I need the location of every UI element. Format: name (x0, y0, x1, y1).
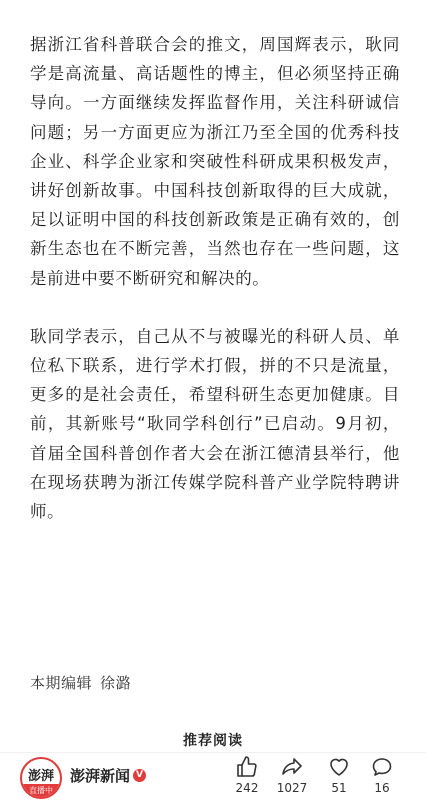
account-name-link[interactable] (70, 765, 146, 786)
share-button[interactable] (267, 755, 317, 795)
bottom-action-bar (0, 752, 426, 801)
recommended-reading-heading[interactable]: 推荐阅读 (183, 733, 243, 749)
comment-button[interactable] (357, 755, 407, 795)
account-avatar[interactable] (20, 757, 62, 799)
comment-count: 16 (374, 781, 390, 795)
live-badge: 直播中 (22, 784, 60, 797)
like-button[interactable] (222, 755, 272, 795)
thumbs-up-icon (235, 755, 259, 779)
editor-label: 本期编辑 (30, 674, 93, 692)
account-name: 澎湃新闻 (70, 767, 131, 785)
share-arrow-icon (280, 755, 304, 779)
comment-bubble-icon (370, 755, 394, 779)
favorite-count: 51 (331, 781, 347, 795)
like-count: 242 (235, 781, 259, 795)
editor-credit (30, 672, 131, 693)
logo-text: 澎湃 (27, 769, 54, 784)
heart-icon (327, 755, 351, 779)
article-body (30, 30, 400, 526)
editor-name: 徐潞 (100, 674, 132, 692)
article-paragraph-2: 耿同学表示，自己从不与被曝光的科研人员、单位私下联系，进行学术打假，拼的不只是流量，更多的是社会责任，希望科研生态更加健康。目前，其新账号“耿同学科创行”已启动。9月初，首届全国科普创作者大会在浙江德清县举行，他在现场获聘为浙江传媒学院科普产业学院特聘讲师。 (30, 326, 400, 522)
verified-icon: V (133, 769, 146, 782)
article-paragraph-1: 据浙江省科普联合会的推文，周国辉表示，耿同学是高流量、高话题性的博主，但必须坚持正确导向。一方面继续发挥监督作用，关注科研诚信问题；另一方面更应为浙江乃至全国的优秀科技企业、科学企业家和突破性科研成果积极发声，讲好创新故事。中国科技创新取得的巨大成就，足以证明中国的科技创新政策是正确有效的，创新生态也在不断完善，当然也存在一些问题，这是前进中要不断研究和解决的。 (30, 35, 400, 288)
share-count: 1027 (276, 781, 308, 795)
